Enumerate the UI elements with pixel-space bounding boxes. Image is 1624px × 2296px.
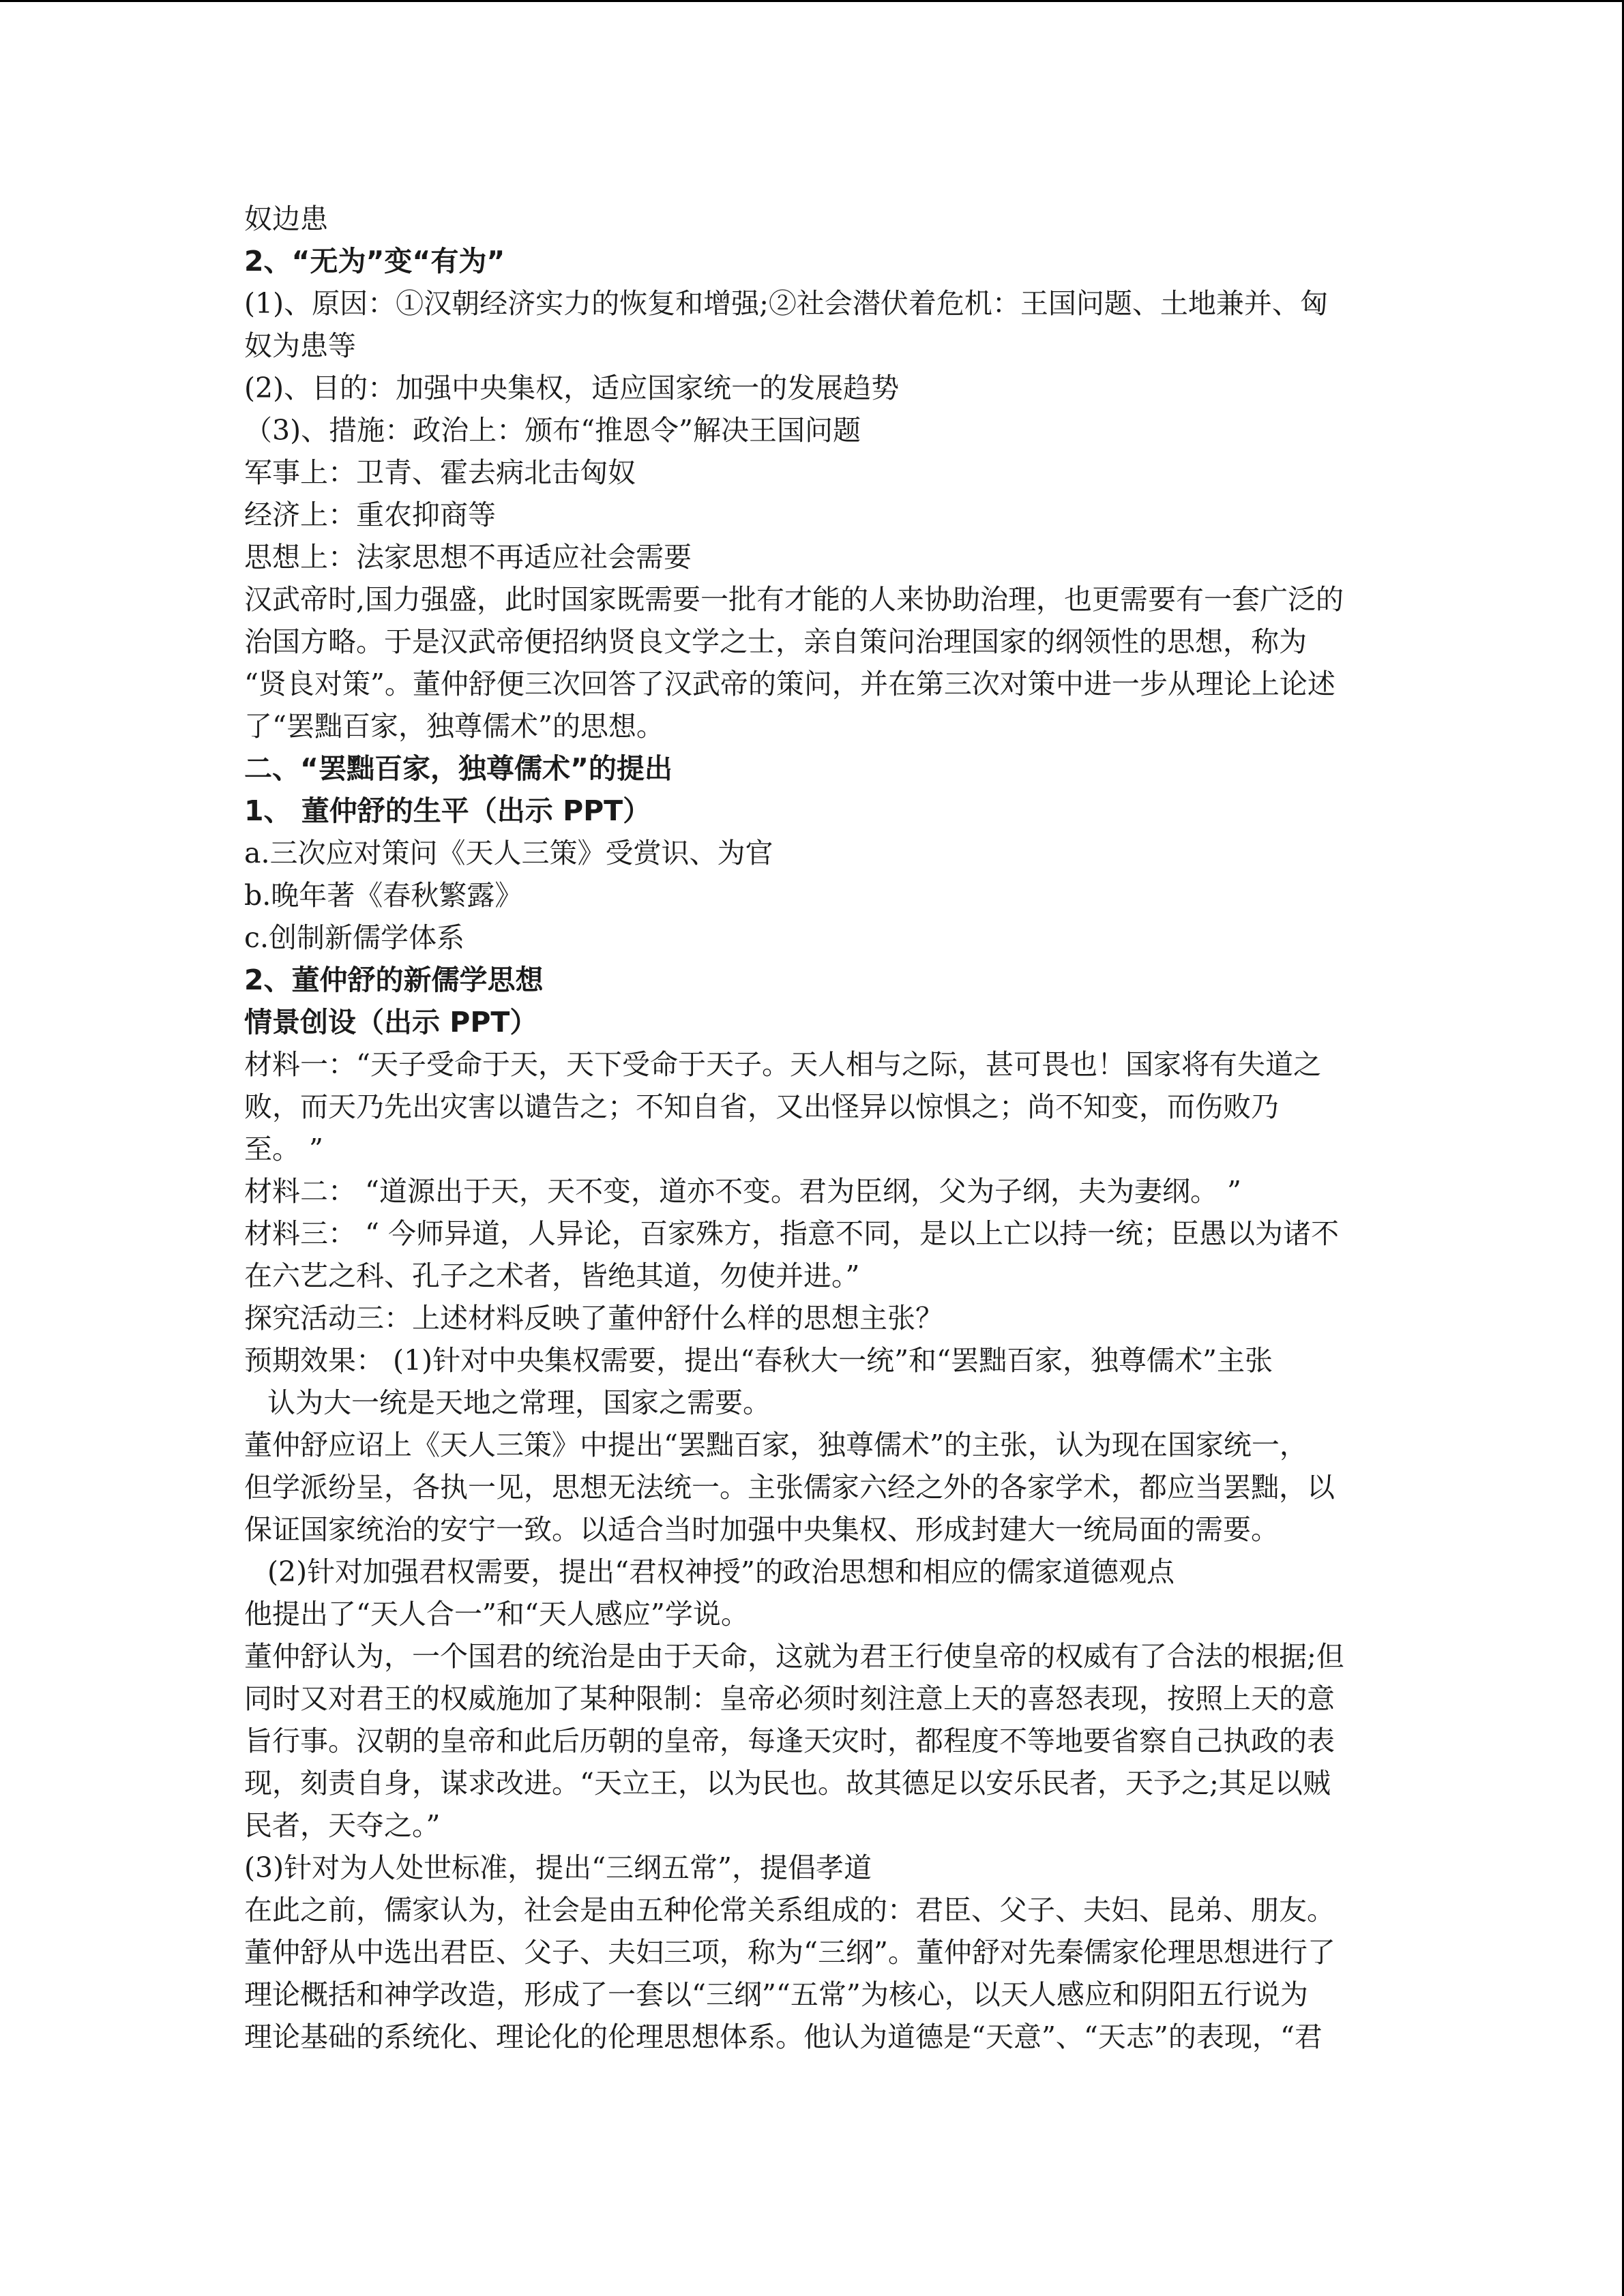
text-line: 奴边患 [244, 203, 328, 235]
text-line: 材料三： “ 今师异道，人异论，百家殊方，指意不同，是以上亡以持一统；臣愚以为诸不 [244, 1217, 1340, 1250]
text-line: 保证国家统治的安宁一致。以适合当时加强中央集权、形成封建大一统局面的需要。 [244, 1513, 1279, 1546]
text-line: 现，刻责自身，谋求改进。“天立王，以为民也。故其德足以安乐民者，天予之;其足以贼 [244, 1767, 1331, 1800]
text-line: 旨行事。汉朝的皇帝和此后历朝的皇帝，每逢天灾时，都程度不等地要省察自己执政的表 [244, 1725, 1335, 1757]
heading-line: 二、“罢黜百家，独尊儒术”的提出 [244, 752, 673, 785]
text-line: 在此之前，儒家认为，社会是由五种伦常关系组成的：君臣、父子、夫妇、昆弟、朋友。 [244, 1894, 1335, 1926]
text-line: 汉武帝时,国力强盛，此时国家既需要一批有才能的人来协助治理，也更需要有一套广泛的 [244, 583, 1344, 616]
text-line: 董仲舒认为，一个国君的统治是由于天命，这就为君王行使皇帝的权威有了合法的根据;但 [244, 1640, 1344, 1673]
text-line: 经济上：重农抑商等 [244, 498, 496, 531]
text-line: 材料二： “道源出于天，天不变，道亦不变。君为臣纲，父为子纲，夫为妻纲。 ” [244, 1175, 1241, 1208]
text-line: “贤良对策”。董仲舒便三次回答了汉武帝的策问，并在第三次对策中进一步从理论上论述 [244, 668, 1335, 700]
text-line: 但学派纷呈，各执一见，思想无法统一。主张儒家六经之外的各家学术，都应当罢黜，以 [244, 1471, 1335, 1504]
text-line: (1)、原因：①汉朝经济实力的恢复和增强;②社会潜伏着危机：王国问题、土地兼并、匈 [244, 287, 1328, 320]
text-line: c.创制新儒学体系 [244, 921, 464, 954]
text-line: (2)、目的：加强中央集权，适应国家统一的发展趋势 [244, 372, 900, 404]
heading-line: 2、“无为”变“有为” [244, 245, 505, 278]
text-line: 民者，天夺之。” [244, 1809, 441, 1842]
text-line: a.三次应对策问《天人三策》受赏识、为官 [244, 837, 773, 869]
document-body [244, 198, 1390, 2058]
text-line: (3)针对为人处世标准，提出“三纲五常”，提倡孝道 [244, 1851, 872, 1884]
text-line: 他提出了“天人合一”和“天人感应”学说。 [244, 1598, 749, 1630]
text-line: 至。 ” [244, 1133, 323, 1165]
text-line: 败，而天乃先出灾害以谴告之；不知自省，又出怪异以惊惧之；尚不知变，而伤败乃 [244, 1090, 1279, 1123]
text-line: b.晚年著《春秋繁露》 [244, 879, 523, 912]
text-line: (2)针对加强君权需要，提出“君权神授”的政治思想和相应的儒家道德观点 [267, 1555, 1175, 1588]
text-line: 理论基础的系统化、理论化的伦理思想体系。他认为道德是“天意”、“天志”的表现，“君 [244, 2021, 1323, 2053]
heading-line: 情景创设（出示 PPT） [244, 1006, 538, 1039]
text-line: 探究活动三：上述材料反映了董仲舒什么样的思想主张？ [244, 1302, 943, 1335]
text-line: 军事上：卫青、霍去病北击匈奴 [244, 456, 636, 489]
text-line: 预期效果： (1)针对中央集权需要，提出“春秋大一统”和“罢黜百家，独尊儒术”主张 [244, 1344, 1273, 1377]
text-line: 董仲舒从中选出君臣、父子、夫妇三项，称为“三纲”。董仲舒对先秦儒家伦理思想进行了 [244, 1936, 1335, 1969]
text-line: 理论概括和神学改造，形成了一套以“三纲”“五常”为核心，以天人感应和阴阳五行说为 [244, 1978, 1308, 2011]
text-line: （3)、措施：政治上：颁布“推恩令”解决王国问题 [244, 414, 861, 447]
text-line: 认为大一统是天地之常理，国家之需要。 [267, 1386, 771, 1419]
text-line: 在六艺之科、孔子之术者，皆绝其道，勿使并进。” [244, 1259, 860, 1292]
text-line: 奴为患等 [244, 329, 356, 362]
text-line: 思想上：法家思想不再适应社会需要 [244, 541, 692, 573]
text-line: 了“罢黜百家，独尊儒术”的思想。 [244, 710, 664, 743]
text-line: 同时又对君王的权威施加了某种限制：皇帝必须时刻注意上天的喜怒表现，按照上天的意 [244, 1682, 1335, 1715]
text-line: 材料一：“天子受命于天，天下受命于天子。天人相与之际，甚可畏也！国家将有失道之 [244, 1048, 1321, 1081]
heading-line: 2、董仲舒的新儒学思想 [244, 964, 544, 996]
text-line: 董仲舒应诏上《天人三策》中提出“罢黜百家，独尊儒术”的主张，认为现在国家统一， [244, 1429, 1308, 1461]
heading-line: 1、 董仲舒的生平（出示 PPT） [244, 794, 651, 827]
text-line: 治国方略。于是汉武帝便招纳贤良文学之士，亲自策问治理国家的纲领性的思想，称为 [244, 625, 1307, 658]
